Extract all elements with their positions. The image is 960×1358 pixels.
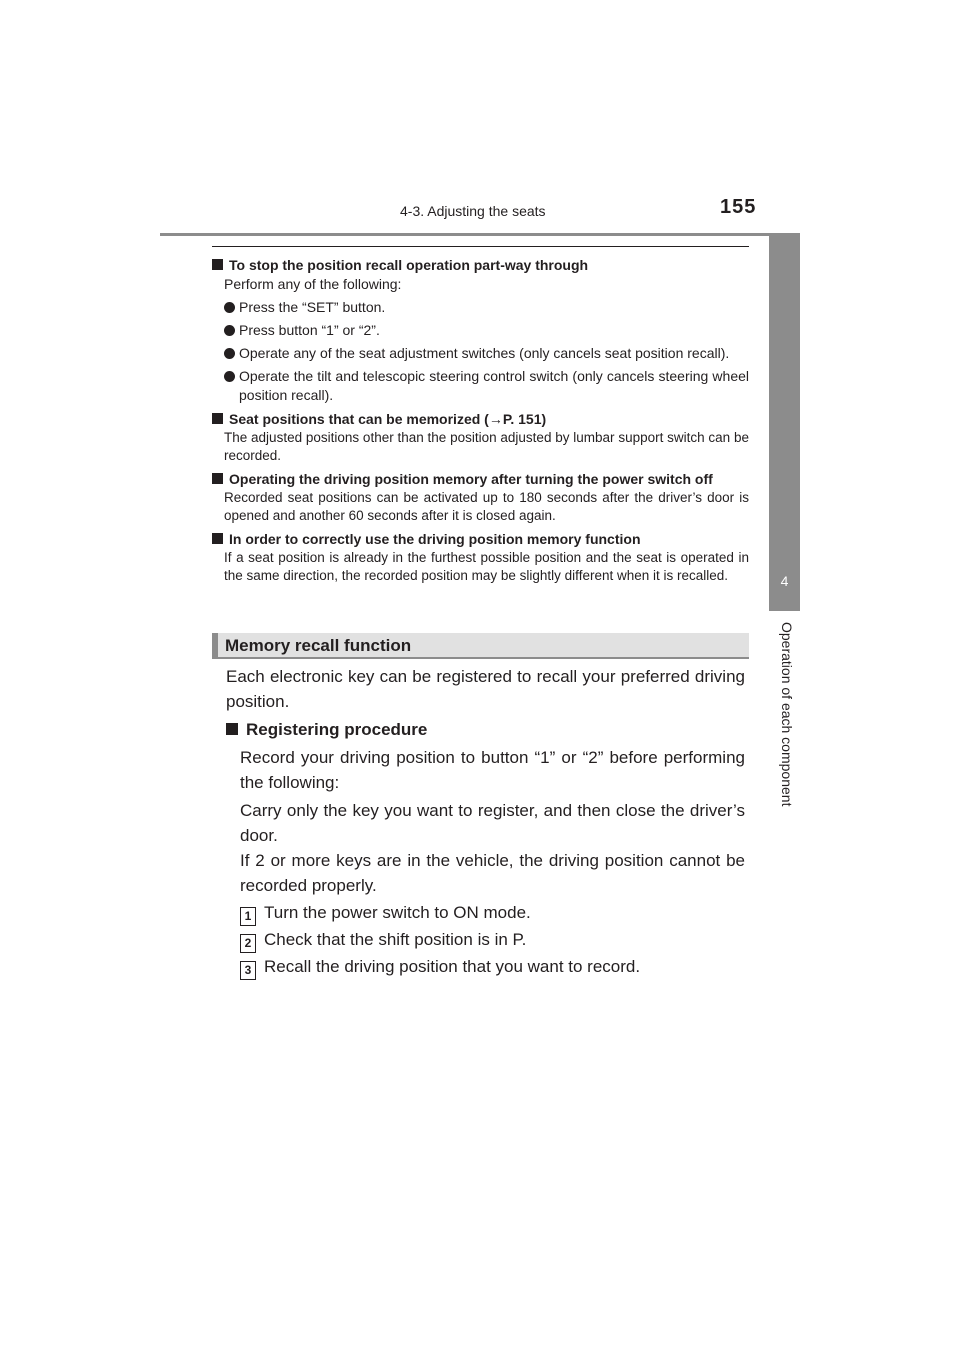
step-item: 1 Turn the power switch to ON mode. xyxy=(226,900,745,925)
note-heading: In order to correctly use the driving position memory function xyxy=(212,530,749,549)
subheading: Registering procedure xyxy=(226,717,745,742)
circle-bullet-icon xyxy=(224,325,235,336)
circle-bullet-icon xyxy=(224,348,235,359)
note-text: Recorded seat positions can be activated up to 180 seconds after the driver’s door is opened and another 60 seconds after it is closed again. xyxy=(224,490,749,523)
square-bullet-icon xyxy=(226,723,238,735)
square-bullet-icon xyxy=(212,413,223,424)
square-bullet-icon xyxy=(212,473,223,484)
step-item: 2 Check that the shift position is in P. xyxy=(226,927,745,952)
chapter-number: 4 xyxy=(780,573,789,589)
page-number: 155 xyxy=(720,196,757,218)
circle-bullet-icon xyxy=(224,371,235,382)
paragraph: Record your driving position to button “1” or “2” before performing the following: xyxy=(240,748,745,792)
section-heading xyxy=(212,633,749,659)
step-number: 1 xyxy=(240,907,256,926)
square-bullet-icon xyxy=(212,259,223,270)
step-number: 2 xyxy=(240,934,256,953)
header-rule xyxy=(160,233,800,236)
step-item: 3 Recall the driving position that you want to record. xyxy=(226,954,745,979)
memory-recall-body xyxy=(226,664,745,979)
step-number: 3 xyxy=(240,961,256,980)
paragraph: If 2 or more keys are in the vehicle, the driving position cannot be recorded properly. xyxy=(240,851,745,895)
note-heading: To stop the position recall operation part-way through xyxy=(212,256,749,275)
square-bullet-icon xyxy=(212,533,223,544)
list-item: Press the “SET” button. xyxy=(212,298,749,317)
paragraph: Carry only the key you want to register, and then close the driver’s door. xyxy=(240,801,745,845)
section-title: 4-3. Adjusting the seats xyxy=(400,203,546,219)
chapter-tab xyxy=(769,236,800,611)
list-item: Press button “1” or “2”. xyxy=(212,321,749,340)
list-item: Operate any of the seat adjustment switches (only cancels seat position recall). xyxy=(212,344,749,363)
circle-bullet-icon xyxy=(224,302,235,313)
chapter-title: Operation of each component xyxy=(779,622,795,807)
heading-accent-bar xyxy=(212,633,218,659)
note-text: The adjusted positions other than the position adjusted by lumbar support switch can be recorded. xyxy=(224,430,749,463)
note-heading: Seat positions that can be memorized (→P. 151) xyxy=(212,410,749,429)
note-text: Perform any of the following: xyxy=(224,276,402,292)
note-text: If a seat position is already in the furthest possible position and the seat is operated in the same direction, the recorded position may be slightly different when it is recalled. xyxy=(224,550,749,583)
section-heading-title: Memory recall function xyxy=(225,636,412,655)
note-heading: Operating the driving position memory after turning the power switch off xyxy=(212,470,749,489)
list-item: Operate the tilt and telescopic steering control switch (only cancels steering wheel position recall). xyxy=(212,367,749,405)
intro-paragraph: Each electronic key can be registered to recall your preferred driving position. xyxy=(226,667,745,711)
notes-rule xyxy=(212,246,749,247)
notes-block xyxy=(212,256,749,585)
